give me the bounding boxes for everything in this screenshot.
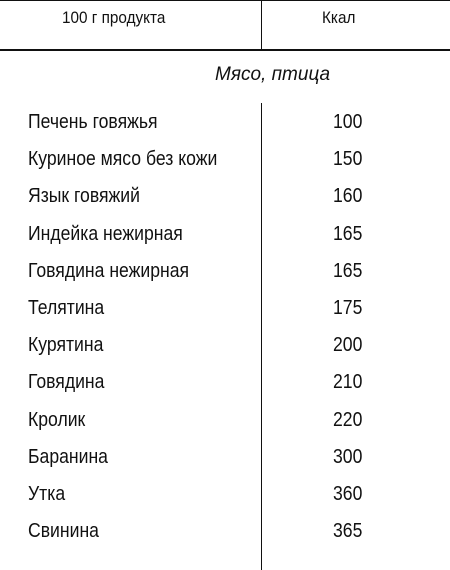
kcal-value: 365 [333,520,363,543]
product-name: Говядина нежирная [28,259,190,282]
table-row [0,407,450,444]
product-name: Кролик [28,408,86,431]
kcal-value: 100 [333,111,363,133]
table-row [0,258,450,295]
product-name: Говядина [28,371,105,394]
table-row [0,183,450,220]
table-row [0,444,450,481]
product-name: Телятина [28,296,105,319]
kcal-value: 150 [333,148,363,171]
product-name: Курятина [28,334,104,357]
kcal-value: 175 [333,296,363,319]
header-bottom-border [0,49,450,51]
table-body [0,109,450,555]
kcal-value: 210 [333,371,363,394]
kcal-value: 220 [333,408,363,431]
product-name: Баранина [28,445,108,468]
table-row [0,146,450,183]
table-top-border [0,0,450,1]
product-name: Утка [28,482,66,505]
product-name: Куриное мясо без кожи [28,148,218,171]
section-title: Мясо, птица [215,64,331,85]
table-row [0,518,450,555]
kcal-value: 165 [333,259,363,282]
product-name: Индейка нежирная [28,222,183,245]
kcal-value: 300 [333,445,363,468]
kcal-value: 160 [333,185,363,208]
product-name: Язык говяжий [28,185,140,208]
table-row [0,221,450,258]
table-row [0,369,450,406]
product-name: Свинина [28,520,99,543]
product-name: Печень говяжья [28,111,158,133]
table-row [0,481,450,518]
kcal-value: 200 [333,334,363,357]
kcal-value: 360 [333,482,363,505]
table-row [0,332,450,369]
kcal-value: 165 [333,222,363,245]
header-column-divider [261,0,262,51]
header-product-column: 100 г продукта [62,8,166,27]
table-row [0,295,450,332]
header-kcal-column: Ккал [322,8,356,27]
table-row [0,109,450,146]
